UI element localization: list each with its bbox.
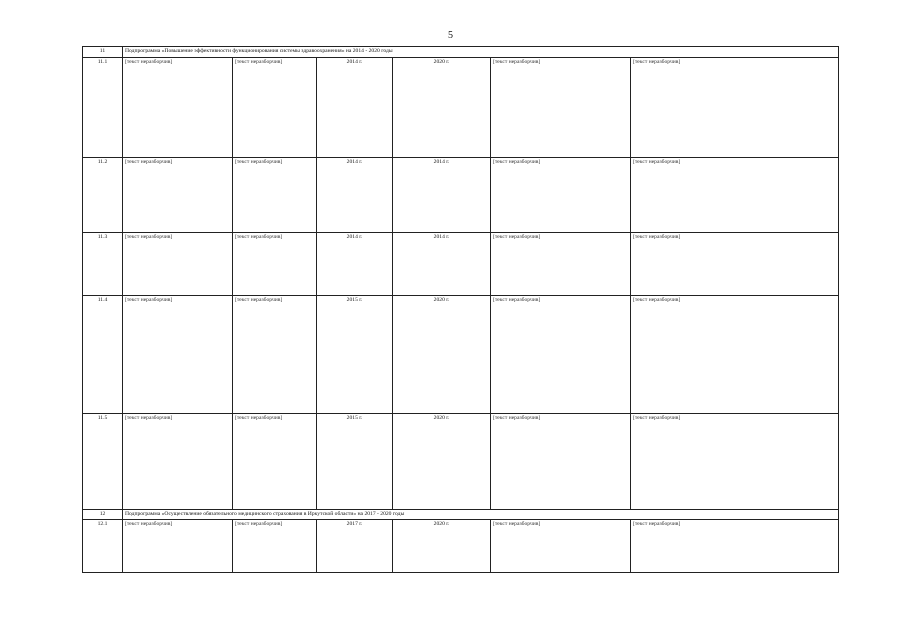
executor-cell: [текст неразборчив] [233, 295, 317, 413]
subprogram-number: 12 [83, 509, 123, 520]
indicators-cell: [текст неразборчив] [631, 413, 839, 509]
row-number: 12.1 [83, 520, 123, 573]
table-row [83, 295, 839, 413]
end-year-cell: 2014 г. [393, 232, 491, 295]
table-row [83, 413, 839, 509]
subprogram-row [83, 509, 839, 520]
results-cell: [текст неразборчив] [491, 295, 631, 413]
row-number: 11.4 [83, 295, 123, 413]
subprogram-title: Подпрограмма «Повышение эффективности функционирования системы здравоохранения» на 2014 - 2020 годы [123, 47, 839, 58]
row-number: 11.3 [83, 232, 123, 295]
executor-cell: [текст неразборчив] [233, 232, 317, 295]
subprogram-number: 11 [83, 47, 123, 58]
results-cell: [текст неразборчив] [491, 413, 631, 509]
end-year-cell: 2020 г. [393, 413, 491, 509]
indicators-cell: [текст неразборчив] [631, 295, 839, 413]
end-year-cell: 2020 г. [393, 520, 491, 573]
activity-cell: [текст неразборчив] [123, 57, 233, 157]
row-number: 11.2 [83, 157, 123, 232]
indicators-cell: [текст неразборчив] [631, 57, 839, 157]
start-year-cell: 2014 г. [317, 157, 393, 232]
start-year-cell: 2014 г. [317, 57, 393, 157]
executor-cell: [текст неразборчив] [233, 57, 317, 157]
table-row [83, 157, 839, 232]
indicators-cell: [текст неразборчив] [631, 232, 839, 295]
activity-cell: [текст неразборчив] [123, 232, 233, 295]
start-year-cell: 2015 г. [317, 413, 393, 509]
end-year-cell: 2020 г. [393, 295, 491, 413]
subprogram-row [83, 47, 839, 58]
activity-cell: [текст неразборчив] [123, 157, 233, 232]
start-year-cell: 2017 г. [317, 520, 393, 573]
table-row [83, 232, 839, 295]
indicators-cell: [текст неразборчив] [631, 520, 839, 573]
activity-cell: [текст неразборчив] [123, 520, 233, 573]
results-cell: [текст неразборчив] [491, 232, 631, 295]
row-number: 11.1 [83, 57, 123, 157]
results-cell: [текст неразборчив] [491, 157, 631, 232]
executor-cell: [текст неразборчив] [233, 520, 317, 573]
end-year-cell: 2020 г. [393, 57, 491, 157]
row-number: 11.5 [83, 413, 123, 509]
activity-cell: [текст неразборчив] [123, 413, 233, 509]
measures-table [82, 46, 839, 573]
table-row [83, 57, 839, 157]
page-number: 5 [448, 30, 453, 41]
executor-cell: [текст неразборчив] [233, 157, 317, 232]
executor-cell: [текст неразборчив] [233, 413, 317, 509]
table-row [83, 520, 839, 573]
subprogram-title: Подпрограмма «Осуществление обязательного медицинского страхования в Иркутской области» на 2017 - 2020 годы [123, 509, 839, 520]
results-cell: [текст неразборчив] [491, 520, 631, 573]
activity-cell: [текст неразборчив] [123, 295, 233, 413]
start-year-cell: 2014 г. [317, 232, 393, 295]
end-year-cell: 2014 г. [393, 157, 491, 232]
indicators-cell: [текст неразборчив] [631, 157, 839, 232]
results-cell: [текст неразборчив] [491, 57, 631, 157]
start-year-cell: 2015 г. [317, 295, 393, 413]
